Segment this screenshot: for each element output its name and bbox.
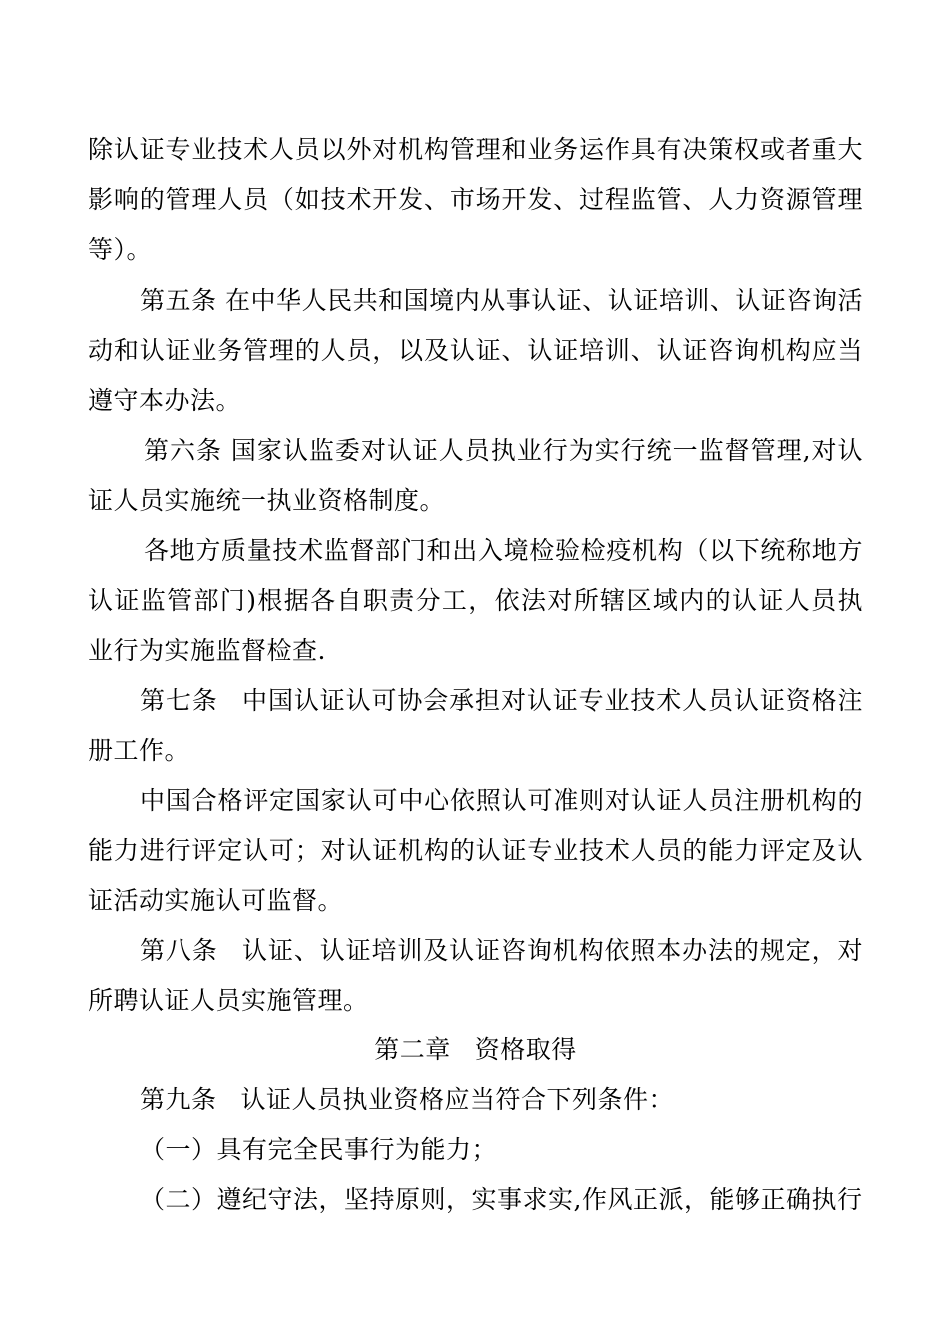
paragraph-management-personnel — [88, 125, 863, 275]
paragraph-cnas-accreditation — [88, 776, 863, 926]
article-text: 中国认证认可协会承担对认证专业技术人员认证资格注册工作。 — [88, 686, 863, 765]
paragraph-text: 各地方质量技术监督部门和出入境检验检疫机构（以下统称地方认证监管部门)根据各自职责分工，依法对所辖区域内的认证人员执业行为实施监督检查. — [88, 536, 863, 665]
article-number: 第九条 — [140, 1085, 217, 1114]
article-9 — [88, 1075, 863, 1125]
paragraph-local-supervision — [88, 526, 863, 676]
article-5 — [88, 276, 863, 426]
paragraph-text: 中国合格评定国家认可中心依照认可准则对认证人员注册机构的能力进行评定认可；对认证机构的认证专业技术人员的能力评定及认证活动实施认可监督。 — [88, 786, 863, 915]
list-item-2 — [88, 1175, 863, 1225]
list-item-1 — [88, 1125, 863, 1175]
article-number: 第五条 — [140, 286, 217, 315]
article-8 — [88, 926, 863, 1026]
chapter-title: 资格取得 — [474, 1035, 577, 1064]
list-item-text: （一）具有完全民事行为能力； — [140, 1135, 498, 1164]
article-text: 认证、认证培训及认证咨询机构依照本办法的规定，对所聘认证人员实施管理。 — [88, 936, 863, 1015]
article-number: 第六条 — [144, 436, 222, 465]
article-text: 在中华人民共和国境内从事认证、认证培训、认证咨询活动和认证业务管理的人员，以及认证、认证培训、认证咨询机构应当遵守本办法。 — [88, 286, 863, 415]
list-item-text: （二）遵纪守法，坚持原则，实事求实,作风正派，能够正确执行 — [140, 1185, 863, 1214]
article-7 — [88, 676, 863, 776]
document-page — [88, 0, 863, 1344]
article-number: 第七条 — [140, 686, 218, 715]
article-text: 认证人员执业资格应当符合下列条件： — [240, 1085, 675, 1114]
article-number: 第八条 — [140, 936, 218, 965]
chapter-heading — [88, 1025, 863, 1075]
chapter-number: 第二章 — [374, 1035, 451, 1064]
article-text: 国家认监委对认证人员执业行为实行统一监督管理,对认证人员实施统一执业资格制度。 — [88, 436, 863, 515]
paragraph-text: 除认证专业技术人员以外对机构管理和业务运作具有决策权或者重大影响的管理人员（如技术开发、市场开发、过程监管、人力资源管理等）。 — [88, 135, 863, 264]
article-6 — [88, 426, 863, 526]
